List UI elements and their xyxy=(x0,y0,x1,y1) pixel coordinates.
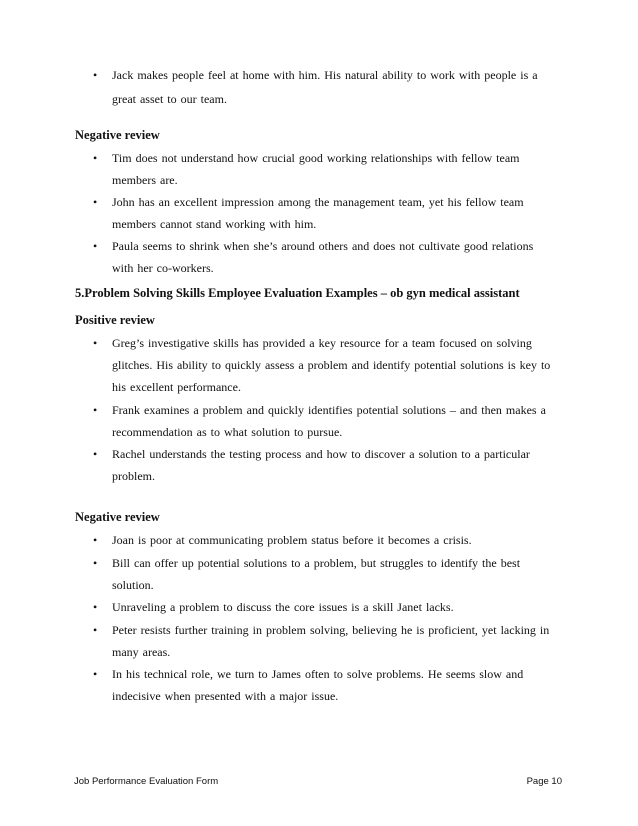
list-item-line: Joan is poor at communicating problem status before it becomes a crisis. xyxy=(112,533,472,547)
bullet-marker: • xyxy=(93,447,98,461)
footer-title: Job Performance Evaluation Form xyxy=(74,776,219,787)
bullet-marker: • xyxy=(93,195,98,209)
list-item-line: his excellent performance. xyxy=(112,380,241,394)
list-item-line: Jack makes people feel at home with him. His natural ability to work with people is a xyxy=(112,68,538,82)
bullet-marker: • xyxy=(93,623,98,637)
bullet-marker: • xyxy=(93,239,98,253)
list-item-line: Peter resists further training in problem solving, believing he is proficient, yet lacking in xyxy=(112,623,550,637)
section-title: 5.Problem Solving Skills Employee Evaluation Examples – ob gyn medical assistant xyxy=(75,286,520,300)
list-item-line: recommendation as to what solution to pursue. xyxy=(112,425,343,439)
section-heading: Positive review xyxy=(75,313,155,327)
bullet-marker: • xyxy=(93,667,98,681)
list-item-line: Paula seems to shrink when she’s around others and does not cultivate good relations xyxy=(112,239,534,253)
bullet-marker: • xyxy=(93,151,98,165)
list-item-line: problem. xyxy=(112,469,155,483)
list-item-line: Bill can offer up potential solutions to a problem, but struggles to identify the best xyxy=(112,556,521,570)
list-item-line: with her co-workers. xyxy=(112,261,214,275)
list-item-line: Frank examines a problem and quickly identifies potential solutions – and then makes a xyxy=(112,403,546,417)
section-heading: Negative review xyxy=(75,128,160,142)
list-item-line: glitches. His ability to quickly assess a problem and identify potential solutions is key to xyxy=(112,358,551,372)
list-item-line: members are. xyxy=(112,173,178,187)
list-item-line: indecisive when presented with a major issue. xyxy=(112,689,339,703)
bullet-marker: • xyxy=(93,533,98,547)
list-item-line: Tim does not understand how crucial good working relationships with fellow team xyxy=(112,151,520,165)
list-item-line: Rachel understands the testing process and how to discover a solution to a particular xyxy=(112,447,530,461)
list-item-line: great asset to our team. xyxy=(112,92,227,106)
list-item-line: John has an excellent impression among the management team, yet his fellow team xyxy=(112,195,524,209)
bullet-marker: • xyxy=(93,68,98,82)
bullet-marker: • xyxy=(93,556,98,570)
list-item-line: solution. xyxy=(112,578,154,592)
bullet-marker: • xyxy=(93,600,98,614)
list-item-line: Unraveling a problem to discuss the core issues is a skill Janet lacks. xyxy=(112,600,454,614)
page-number: Page 10 xyxy=(526,776,562,787)
list-item-line: members cannot stand working with him. xyxy=(112,217,317,231)
bullet-marker: • xyxy=(93,403,98,417)
list-item-line: In his technical role, we turn to James often to solve problems. He seems slow and xyxy=(112,667,524,681)
list-item-line: Greg’s investigative skills has provided a key resource for a team focused on solving xyxy=(112,336,532,350)
list-item-line: many areas. xyxy=(112,645,171,659)
bullet-marker: • xyxy=(93,336,98,350)
section-heading: Negative review xyxy=(75,510,160,524)
